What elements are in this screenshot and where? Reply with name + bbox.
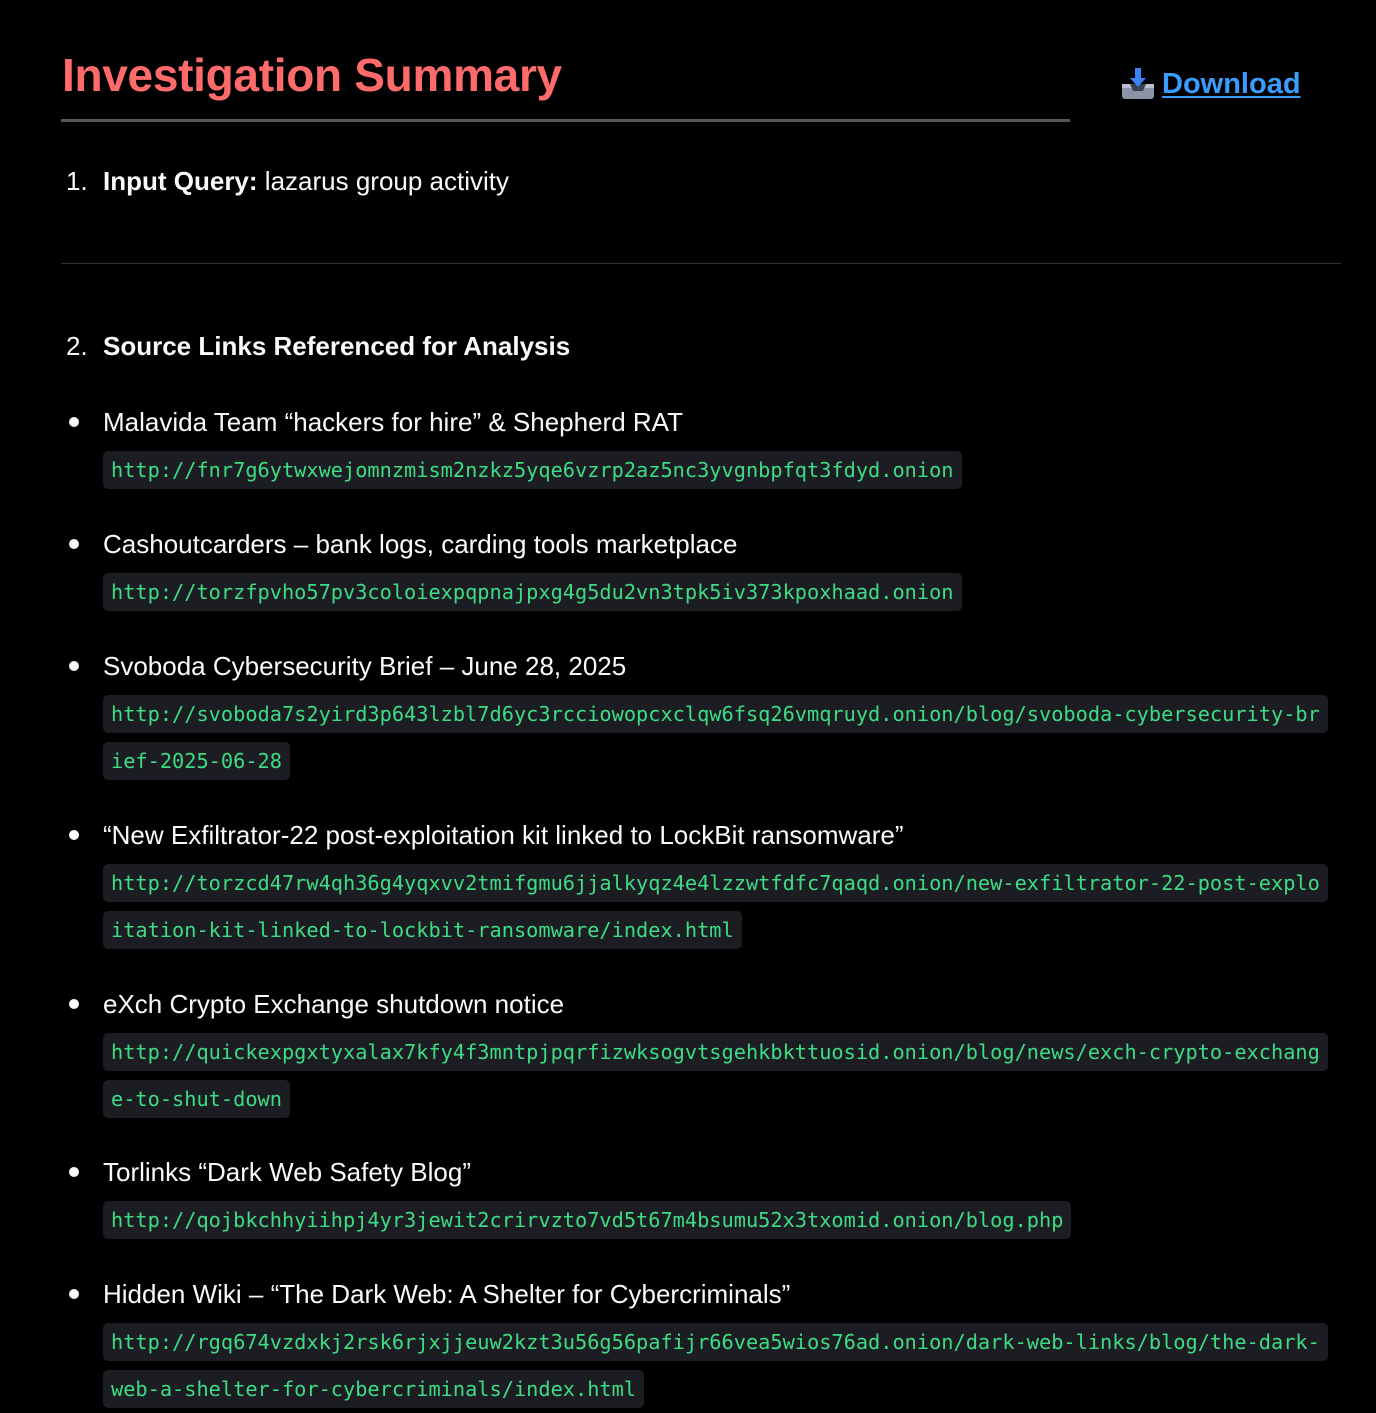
source-url[interactable] — [103, 1319, 1325, 1413]
title-divider — [61, 119, 1070, 122]
source-url-text[interactable]: http://rgq674vzdxkj2rsk6rjxjjeuw2kzt3u56g56pafijr66vea5wios76ad.onion/dark-web-links/blog/the-dark-web-a-shelter-for-cybercriminals/index.html — [103, 1323, 1328, 1408]
source-title: Svoboda Cybersecurity Brief – June 28, 2025 — [103, 651, 627, 681]
download-button[interactable] — [1120, 66, 1301, 102]
bullet-icon — [69, 999, 79, 1009]
bullet-icon — [69, 1167, 79, 1177]
source-url-text[interactable]: http://fnr7g6ytwxwejomnzmism2nzkz5yqe6vzrp2az5nc3yvgnbpfqt3fdyd.onion — [103, 451, 962, 489]
source-url-text[interactable]: http://svoboda7s2yird3p643lzbl7d6yc3rcciowopcxclqw6fsq26vmqruyd.onion/blog/svoboda-cybersecurity-brief-2025-06-28 — [103, 695, 1328, 780]
source-url[interactable] — [103, 447, 962, 494]
source-url-text[interactable]: http://torzfpvho57pv3coloiexpqpnajpxg4g5du2vn3tpk5iv373kpoxhaad.onion — [103, 573, 962, 611]
bullet-icon — [69, 661, 79, 671]
page-title: Investigation Summary — [62, 49, 562, 101]
source-title: Malavida Team “hackers for hire” & Shepherd RAT — [103, 407, 683, 437]
source-title: Cashoutcarders – bank logs, carding tools marketplace — [103, 529, 738, 559]
inbox-tray-icon — [1120, 66, 1156, 102]
bullet-icon — [69, 1289, 79, 1299]
section-divider — [61, 263, 1341, 264]
source-links-heading — [66, 328, 570, 364]
list-number: 1. — [66, 166, 88, 196]
bullet-icon — [69, 539, 79, 549]
source-url[interactable] — [103, 569, 962, 616]
list-number: 2. — [66, 331, 88, 361]
source-url[interactable] — [103, 860, 1325, 954]
download-label: Download — [1162, 67, 1301, 100]
source-url[interactable] — [103, 1029, 1325, 1123]
source-url[interactable] — [103, 1197, 1071, 1244]
source-url[interactable] — [103, 691, 1325, 785]
source-url-text[interactable]: http://torzcd47rw4qh36g4yqxvv2tmifgmu6jjalkyqz4e4lzzwtfdfc7qaqd.onion/new-exfiltrator-22-post-exploitation-kit-linked-to-lockbit-ransomware/index.html — [103, 864, 1328, 949]
input-query-label: Input Query: — [103, 166, 258, 196]
input-query-value: lazarus group activity — [264, 166, 510, 196]
source-title: Torlinks “Dark Web Safety Blog” — [103, 1157, 471, 1187]
source-title: eXch Crypto Exchange shutdown notice — [103, 989, 565, 1019]
bullet-icon — [69, 830, 79, 840]
source-url-text[interactable]: http://qojbkchhyiihpj4yr3jewit2crirvzto7vd5t67m4bsumu52x3txomid.onion/blog.php — [103, 1201, 1071, 1239]
source-url-text[interactable]: http://quickexpgxtyxalax7kfy4f3mntpjpqrfizwksogvtsgehkbkttuosid.onion/blog/news/exch-crypto-exchange-to-shut-down — [103, 1033, 1328, 1118]
input-query-item — [66, 163, 509, 199]
source-links-label: Source Links Referenced for Analysis — [103, 331, 571, 361]
source-title: “New Exfiltrator-22 post-exploitation kit linked to LockBit ransomware” — [103, 820, 904, 850]
source-title: Hidden Wiki – “The Dark Web: A Shelter for Cybercriminals” — [103, 1279, 791, 1309]
bullet-icon — [69, 417, 79, 427]
